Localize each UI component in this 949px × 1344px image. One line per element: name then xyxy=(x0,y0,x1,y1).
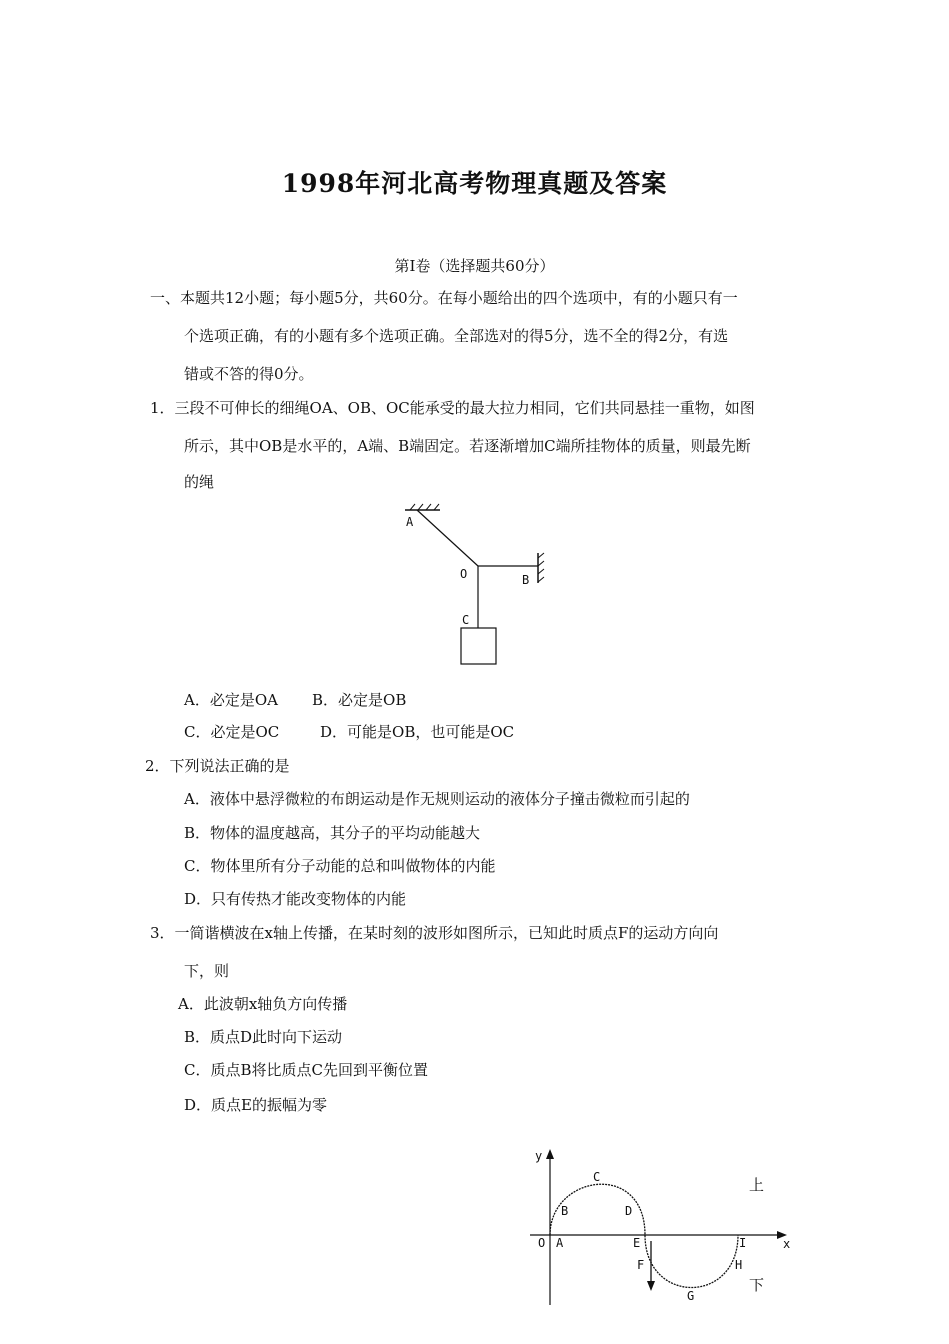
q2-option-b: B．物体的温度越高，其分子的平均动能越大 xyxy=(184,824,481,842)
label-a: A xyxy=(406,515,414,529)
label-d: D xyxy=(625,1204,633,1218)
q2-option-a: A．液体中悬浮微粒的布朗运动是作无规则运动的液体分子撞击微粒而引起的 xyxy=(184,790,690,808)
arrow-down-icon xyxy=(647,1281,655,1291)
instruction-line: 一、本题共12小题；每小题5分，共60分。在每小题给出的四个选项中，有的小题只有一 xyxy=(150,289,738,307)
q1-stem-line: 所示，其中OB是水平的，A端、B端固定。若逐渐增加C端所挂物体的质量，则最先断 xyxy=(184,437,751,455)
label-y: y xyxy=(535,1149,543,1163)
section-heading: 第Ⅰ卷（选择题共60分） xyxy=(394,257,555,275)
label-o: O xyxy=(460,567,468,581)
wave-curve xyxy=(550,1184,738,1287)
label-i: I xyxy=(739,1236,747,1250)
q2-option-d: D．只有传热才能改变物体的内能 xyxy=(184,890,407,908)
label-g: G xyxy=(687,1289,695,1303)
q3-stem-line: 3．一简谐横波在x轴上传播，在某时刻的波形如图所示，已知此时质点F的运动方向向 xyxy=(150,924,719,942)
q3-option-b: B．质点D此时向下运动 xyxy=(184,1028,343,1046)
q1-option-c: C．必定是OC xyxy=(184,723,280,741)
q1-option-a: A．必定是OA xyxy=(184,691,278,709)
q3-stem-line: 下，则 xyxy=(184,962,230,980)
q2-option-c: C．物体里所有分子动能的总和叫做物体的内能 xyxy=(184,857,496,875)
label-f: F xyxy=(637,1258,645,1272)
label-o: O xyxy=(538,1236,546,1250)
label-a: A xyxy=(556,1236,564,1250)
q3-option-c: C．质点B将比质点C先回到平衡位置 xyxy=(184,1061,428,1079)
q2-stem: 2．下列说法正确的是 xyxy=(145,757,290,775)
q3-option-a: A．此波朝x轴负方向传播 xyxy=(178,995,348,1013)
page-title: 1998年河北高考物理真题及答案 xyxy=(281,169,668,198)
label-c: C xyxy=(593,1170,601,1184)
q1-option-d: D．可能是OB，也可能是OC xyxy=(320,723,515,741)
label-h: H xyxy=(735,1258,743,1272)
instruction-line: 个选项正确，有的小题有多个选项正确。全部选对的得5分，选不全的得2分，有选 xyxy=(184,327,729,345)
label-down: 下 xyxy=(749,1276,765,1294)
q1-rope-figure xyxy=(400,498,560,673)
label-b: B xyxy=(522,573,530,587)
label-up: 上 xyxy=(749,1176,765,1194)
label-c: C xyxy=(462,613,470,627)
q1-stem-line: 1．三段不可伸长的细绳OA、OB、OC能承受的最大拉力相同，它们共同悬挂一重物，如图 xyxy=(150,399,755,417)
q1-option-b: B．必定是OB xyxy=(312,691,407,709)
q3-wave-figure xyxy=(525,1145,805,1310)
label-x: x xyxy=(783,1237,791,1251)
label-b: B xyxy=(561,1204,569,1218)
q3-option-d: D．质点E的振幅为零 xyxy=(184,1096,327,1114)
rope-oa xyxy=(417,510,478,566)
q1-stem-line: 的绳 xyxy=(184,473,215,491)
label-e: E xyxy=(633,1236,641,1250)
hanging-weight xyxy=(461,628,496,664)
instruction-line: 错或不答的得0分。 xyxy=(184,365,314,383)
